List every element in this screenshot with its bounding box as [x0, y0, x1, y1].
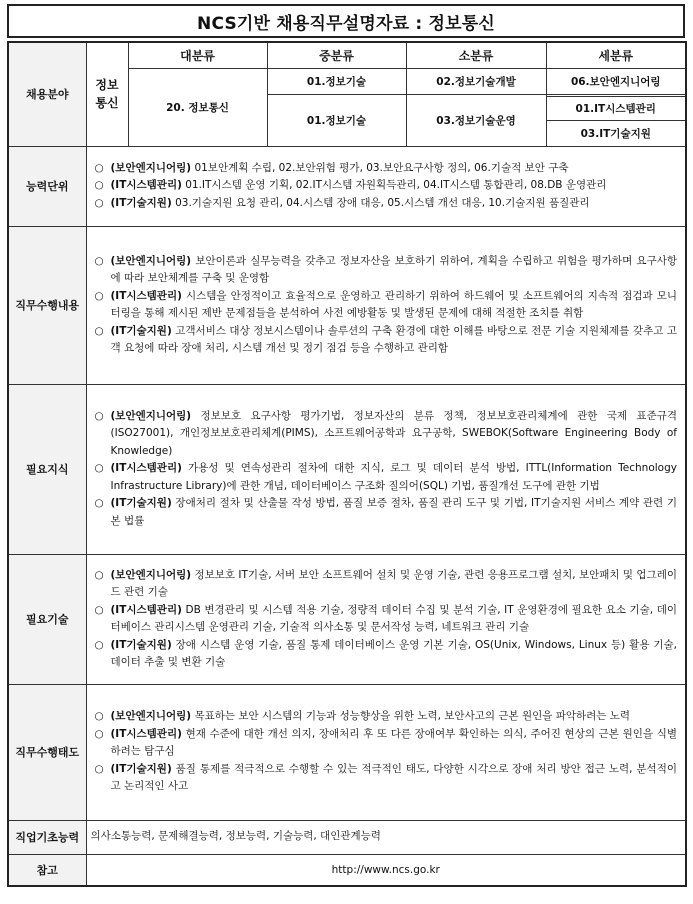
- item-text: [111, 177, 678, 195]
- detail-category: 01.IT시스템관리: [546, 96, 686, 120]
- circle-bullet-icon: ○: [94, 462, 104, 475]
- item-text: [111, 160, 678, 178]
- circle-bullet-icon: ○: [94, 289, 104, 302]
- section-content: [86, 684, 686, 820]
- item-tag: (IT시스템관리): [110, 179, 182, 192]
- list-item: [95, 323, 678, 358]
- item-tag: (IT기술지원): [110, 196, 172, 209]
- circle-bullet-icon: ○: [94, 762, 104, 775]
- item-tag: (보안엔지니어링): [110, 254, 192, 267]
- item-description: 장애 시스템 운영 기술, 품질 통제 데이터베이스 운영 기본 기술, OS(Unix, Windows, Linux 등) 활용 기술, 데이터 추출 및 변환 기술: [110, 638, 677, 668]
- item-text: [111, 323, 678, 358]
- small-category: 03.정보기술운영: [406, 94, 546, 146]
- large-category: 20. 정보통신: [128, 68, 267, 146]
- item-tag: (IT시스템관리): [110, 603, 182, 616]
- item-tag: (IT기술지원): [110, 762, 172, 775]
- item-description: 보안이론과 실무능력을 갖추고 정보자산을 보호하기 위하여, 계획을 수립하고 위험을 평가하며 요구사항에 따라 보안체계를 구축 및 운영함: [110, 254, 677, 284]
- item-tag: (보안엔지니어링): [110, 409, 192, 422]
- section-label: 필요기술: [8, 554, 86, 684]
- circle-bullet-icon: ○: [94, 254, 104, 267]
- circle-bullet-icon: ○: [94, 497, 104, 510]
- item-description: 시스템을 안정적이고 효율적으로 운영하고 관리하기 위하여 하드웨어 및 소프트웨어의 지속적 점검과 모니터링을 통해 제시된 제반 문제점들을 분석하여 사전 예방활동 및 발생된 문제에 대해 적절한 조치를 취함: [110, 289, 677, 319]
- item-description: 01보안계획 수립, 02.보안위험 평가, 03.보안요구사항 정의, 06.기술적 보안 구축: [191, 161, 569, 174]
- item-text: [111, 637, 678, 672]
- section-content: [86, 226, 686, 384]
- item-tag: (보안엔지니어링): [110, 568, 192, 581]
- header-medium: 중분류: [267, 42, 406, 68]
- item-tag: (IT기술지원): [110, 497, 172, 510]
- medium-category: 01.정보기술: [267, 94, 406, 146]
- section-label: 능력단위: [8, 146, 86, 226]
- item-text: [111, 602, 678, 637]
- section-content: [86, 384, 686, 554]
- section-content: [86, 554, 686, 684]
- basic-competency-label: 직업기초능력: [8, 820, 86, 854]
- list-item: [95, 495, 678, 530]
- header-small: 소분류: [406, 42, 546, 68]
- item-tag: (IT시스템관리): [110, 289, 182, 302]
- item-text: [111, 288, 678, 323]
- list-item: [95, 408, 678, 461]
- row-label-field: 채용분야: [8, 42, 86, 146]
- circle-bullet-icon: ○: [94, 179, 104, 192]
- item-text: [111, 726, 678, 761]
- list-item: [95, 195, 678, 213]
- item-description: 고객서비스 대상 정보시스템이나 솔루션의 구축 환경에 대한 이해를 바탕으로 전문 기술 지원체제를 갖추고 고객 요청에 따라 장애 처리, 시스템 개선 및 정기 점검 등을 수행하고 관리함: [110, 324, 677, 354]
- list-item: [95, 567, 678, 602]
- item-tag: (IT기술지원): [110, 638, 172, 651]
- circle-bullet-icon: ○: [94, 727, 104, 740]
- list-item: [95, 177, 678, 195]
- item-tag: (IT기술지원): [110, 324, 172, 337]
- item-text: [111, 567, 678, 602]
- item-text: [111, 761, 678, 796]
- circle-bullet-icon: ○: [94, 568, 104, 581]
- circle-bullet-icon: ○: [94, 603, 104, 616]
- circle-bullet-icon: ○: [94, 638, 104, 651]
- item-tag: (보안엔지니어링): [110, 710, 192, 723]
- list-item: [95, 602, 678, 637]
- item-description: DB 변경관리 및 시스템 적용 기술, 정량적 데이터 수집 및 분석 기술, IT 운영환경에 필요한 요소 기술, 데이터베이스 관리시스템 운영관리 기술, 기술적 의사소통 및 문서작성 능력, 네트워크 관리 기술: [110, 603, 677, 633]
- item-tag: (IT시스템관리): [110, 727, 182, 740]
- item-description: 정보보호 요구사항 평가기법, 정보자산의 분류 정책, 정보보호관리체계에 관한 국제 표준규격(ISO27001), 개인정보보호관리체계(PIMS), 소프트웨어공학과 요구공학, SWEBOK(Software Engineering Body of Knowledge): [110, 409, 677, 457]
- item-tag: (보안엔지니어링): [110, 161, 192, 174]
- section-label: 직무수행태도: [8, 684, 86, 820]
- list-item: [95, 160, 678, 178]
- section-content: [86, 146, 686, 226]
- section-label: 직무수행내용: [8, 226, 86, 384]
- basic-competency-text: 의사소통능력, 문제해결능력, 정보능력, 기술능력, 대인관계능력: [86, 820, 686, 854]
- item-description: 가용성 및 연속성관리 절차에 대한 지식, 로그 및 데이터 분석 방법, ITTL(Information Technology Infrastructure Library)에 관한 개념, 데이터베이스 구조화 질의어(SQL) 기법, 품질개선 도구에 관한 기법: [110, 462, 677, 492]
- item-description: 목표하는 보안 시스템의 기능과 성능향상을 위한 노력, 보안사고의 근본 원인을 파악하려는 노력: [191, 710, 631, 723]
- circle-bullet-icon: ○: [94, 196, 104, 209]
- item-text: [111, 708, 678, 726]
- item-description: 03.기술지원 요청 관리, 04.시스템 장애 대응, 05.시스템 개선 대응, 10.기술지원 품질관리: [171, 196, 590, 209]
- detail-category: 03.IT기술지원: [546, 120, 686, 146]
- circle-bullet-icon: ○: [94, 324, 104, 337]
- list-item: [95, 726, 678, 761]
- item-text: [111, 253, 678, 288]
- item-description: 01.IT시스템 운영 기획, 02.IT시스템 자원획득관리, 04.IT시스템 통합관리, 08.DB 운영관리: [181, 179, 607, 192]
- item-text: [111, 408, 678, 461]
- reference-link[interactable]: http://www.ncs.go.kr: [86, 854, 686, 886]
- item-description: 장애처리 절차 및 산출물 작성 방법, 품질 보증 절차, 품질 관리 도구 및 기법, IT기술지원 서비스 계약 관련 기본 법률: [110, 497, 677, 527]
- reference-label: 참고: [8, 854, 86, 886]
- list-item: [95, 708, 678, 726]
- list-item: [95, 761, 678, 796]
- medium-category: 01.정보기술: [267, 68, 406, 94]
- header-detail: 세분류: [546, 42, 686, 68]
- major-field-code: 정보 통신: [86, 42, 128, 146]
- list-item: [95, 288, 678, 323]
- item-text: [111, 195, 678, 213]
- header-large: 대분류: [128, 42, 267, 68]
- circle-bullet-icon: ○: [94, 161, 104, 174]
- job-description-table: [7, 41, 687, 887]
- item-description: 현재 수준에 대한 개선 의지, 장애처리 후 또 다른 장애여부 확인하는 의식, 주어진 현상의 근본 원인을 식별하려는 탐구심: [110, 727, 677, 758]
- list-item: [95, 253, 678, 288]
- section-label: 필요지식: [8, 384, 86, 554]
- item-tag: (IT시스템관리): [110, 462, 182, 475]
- small-category: 02.정보기술개발: [406, 68, 546, 94]
- circle-bullet-icon: ○: [94, 409, 104, 422]
- detail-category: 06.보안엔지니어링: [546, 68, 686, 94]
- item-text: [111, 460, 678, 495]
- item-description: 품질 통제를 적극적으로 수행할 수 있는 적극적인 태도, 다양한 시각으로 장애 처리 방안 접근 노력, 분석적이고 논리적인 사고: [110, 762, 677, 793]
- list-item: [95, 460, 678, 495]
- item-description: 정보보호 IT기술, 서버 보안 소프트웨어 설치 및 운영 기술, 관련 응용프로그램 설치, 보안패치 및 업그레이드 관련 기술: [110, 568, 677, 598]
- list-item: [95, 637, 678, 672]
- page-title: NCS기반 채용직무설명자료 : 정보통신: [7, 4, 685, 38]
- circle-bullet-icon: ○: [94, 710, 104, 723]
- item-text: [111, 495, 678, 530]
